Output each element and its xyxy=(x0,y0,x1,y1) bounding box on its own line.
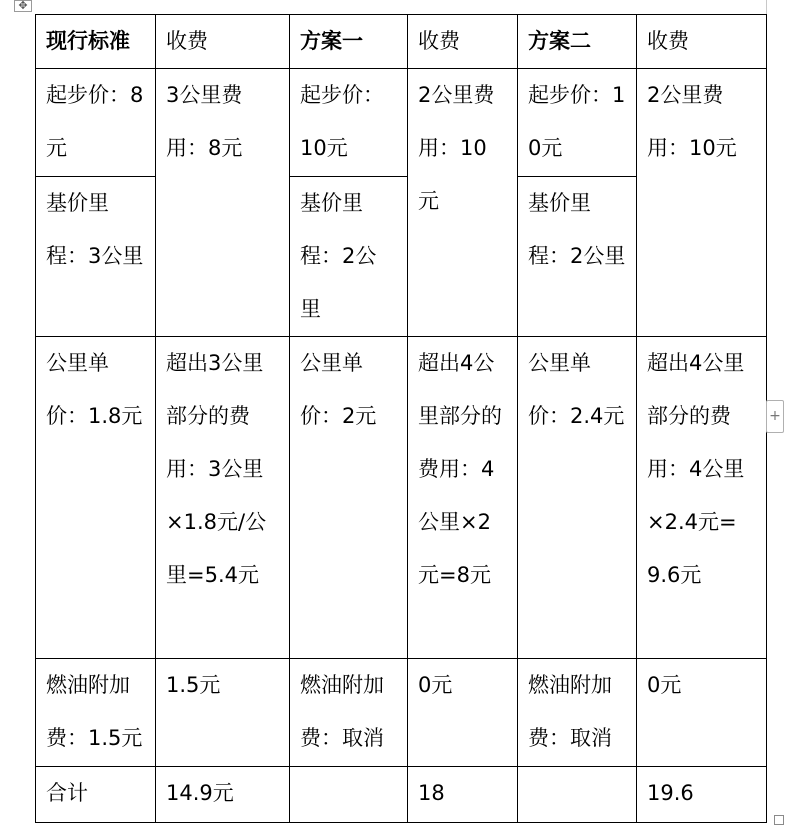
header-row xyxy=(36,15,767,69)
header-fee-current: 收费 xyxy=(156,15,290,69)
fuel-surcharge-row xyxy=(36,659,767,767)
current-total: 14.9元 xyxy=(156,767,290,823)
plan1-extra-fee: 超出4公里部分的费用：4公里×2元=8元 xyxy=(408,337,518,659)
plan1-fuel-surcharge: 燃油附加费：取消 xyxy=(290,659,408,767)
header-plan-2: 方案二 xyxy=(518,15,637,69)
add-row-plus-icon[interactable]: + xyxy=(766,400,784,433)
current-base-fee: 3公里费用：8元 xyxy=(156,69,290,337)
header-current-standard: 现行标准 xyxy=(36,15,156,69)
current-extra-fee: 超出3公里部分的费用：3公里×1.8元/公里=5.4元 xyxy=(156,337,290,659)
plan1-unit-price: 公里单价：2元 xyxy=(290,337,408,659)
header-fee-plan-1: 收费 xyxy=(408,15,518,69)
plan1-base-distance: 基价里程：2公里 xyxy=(290,177,408,337)
plan1-base-fee: 2公里费用：10元 xyxy=(408,69,518,337)
plan2-fuel-fee: 0元 xyxy=(637,659,767,767)
unit-price-row xyxy=(36,337,767,659)
plan1-total: 18 xyxy=(408,767,518,823)
start-price-row xyxy=(36,69,767,177)
plan2-total-label xyxy=(518,767,637,823)
total-label: 合计 xyxy=(36,767,156,823)
plan2-extra-fee: 超出4公里部分的费用：4公里×2.4元=9.6元 xyxy=(637,337,767,659)
plan1-total-label xyxy=(290,767,408,823)
plan1-start-price: 起步价：10元 xyxy=(290,69,408,177)
current-fuel-surcharge: 燃油附加费：1.5元 xyxy=(36,659,156,767)
header-plan-1: 方案一 xyxy=(290,15,408,69)
header-fee-plan-2: 收费 xyxy=(637,15,767,69)
current-unit-price: 公里单价：1.8元 xyxy=(36,337,156,659)
total-row xyxy=(36,767,767,823)
plan2-total: 19.6 xyxy=(637,767,767,823)
plan2-base-fee: 2公里费用：10元 xyxy=(637,69,767,337)
table-move-icon[interactable]: ✥ xyxy=(14,0,32,12)
plan2-fuel-surcharge: 燃油附加费：取消 xyxy=(518,659,637,767)
current-fuel-fee: 1.5元 xyxy=(156,659,290,767)
plan1-fuel-fee: 0元 xyxy=(408,659,518,767)
margin-guide xyxy=(766,0,767,14)
current-start-price: 起步价：8元 xyxy=(36,69,156,177)
table-resize-handle[interactable] xyxy=(774,815,784,825)
plan2-unit-price: 公里单价：2.4元 xyxy=(518,337,637,659)
plan2-start-price: 起步价：10元 xyxy=(518,69,637,177)
current-base-distance: 基价里程：3公里 xyxy=(36,177,156,337)
fare-comparison-table xyxy=(35,14,767,823)
plan2-base-distance: 基价里程：2公里 xyxy=(518,177,637,337)
